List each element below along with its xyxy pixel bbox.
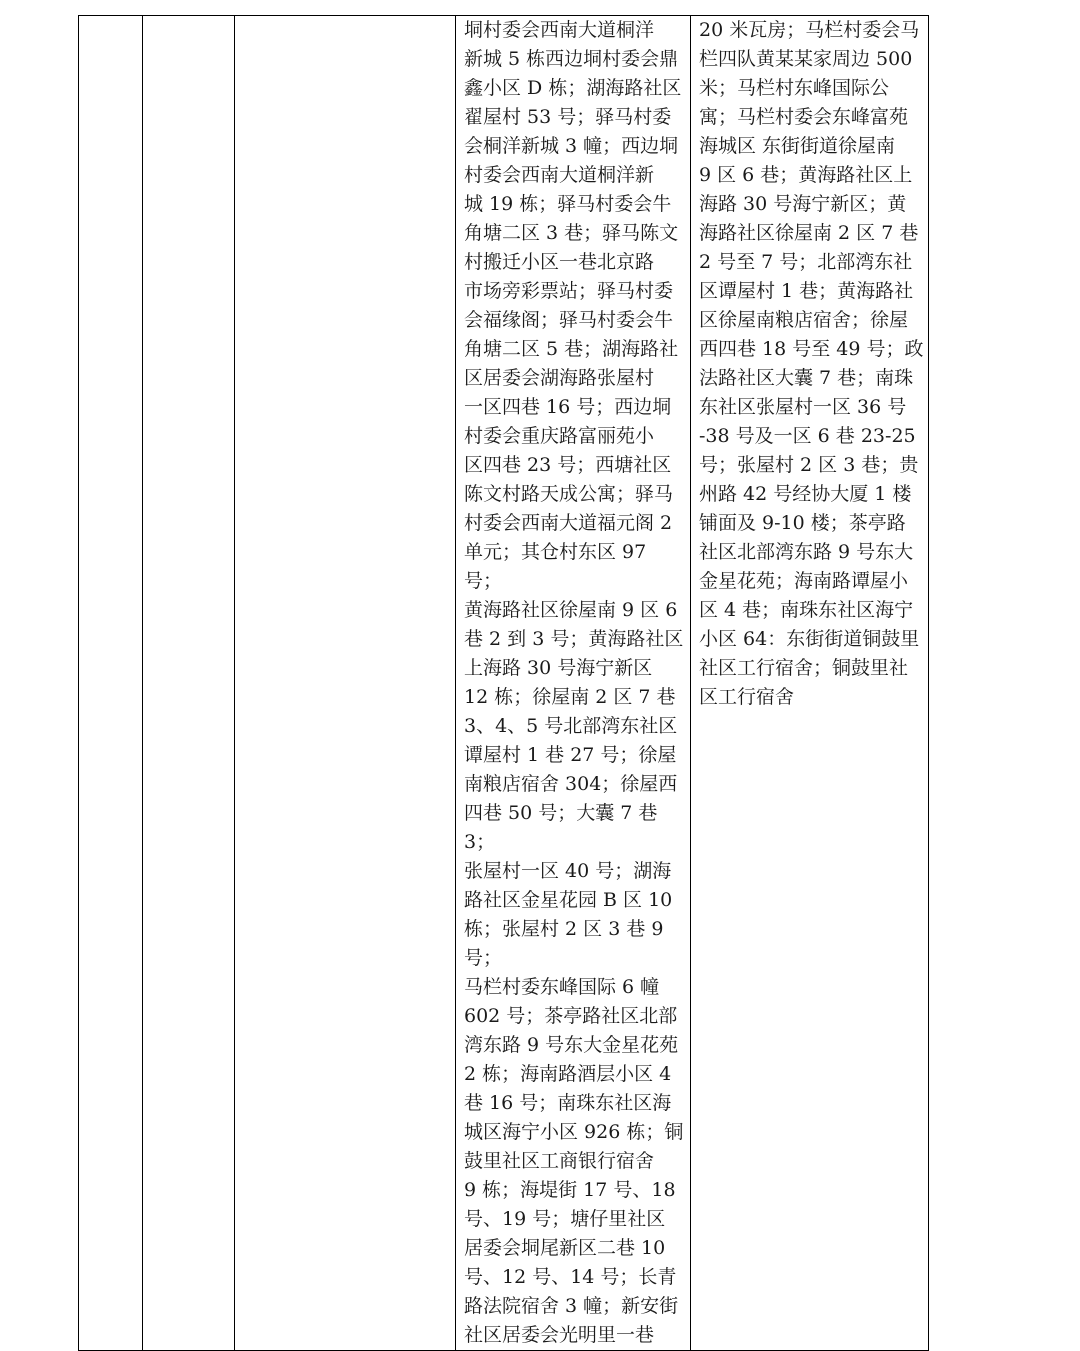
cell-text-control-areas: 20 米瓦房；马栏村委会马 栏四队黄某某家周边 500 米；马栏村东峰国际公 寓；马栏村委会东峰富苑 海城区 东街街道徐屋南 9 区 6 巷；黄海路社区上 海路 30 号海宁新区；黄 海路社区徐屋南 2 区 7 巷 2 号至 7 号；北部湾东社 区谭屋村 1 巷；黄海路社 区徐屋南粮店宿舍；徐屋 西四巷 18 号至 49 号；政 法路社区大囊 7 巷；南珠 东社区张屋村一区 36 号 -38 号及一区 6 巷 23-25 号；张屋村 2 区 3 巷；贵 州路 42 号经协大厦 1 楼 铺面及 9-10 楼；茶亭路 社区北部湾东路 9 号东大 金星花苑；海南路谭屋小 区 4 巷；南珠东社区海宁 小区 64：东街街道铜鼓里 社区工行宿舍；铜鼓里社 区工行宿舍 — [699, 19, 924, 708]
table-cell-control-areas — [691, 16, 929, 1351]
document-table — [78, 15, 929, 1351]
table-cell-col-3 — [235, 16, 456, 1351]
table-cell-affected-locations — [456, 16, 691, 1351]
cell-text-affected-locations: 垌村委会西南大道桐洋 新城 5 栋西边垌村委会鼎 鑫小区 D 栋；湖海路社区 翟屋村 53 号；驿马村委 会桐洋新城 3 幢；西边垌 村委会西南大道桐洋新 城 19 栋；驿马村委会牛 角塘二区 3 巷；驿马陈文 村搬迁小区一巷北京路 市场旁彩票站；驿马村委 会福缘阁；驿马村委会牛 角塘二区 5 巷；湖海路社 区居委会湖海路张屋村 一区四巷 16 号；西边垌 村委会重庆路富丽苑小 区四巷 23 号；西塘社区 陈文村路天成公寓；驿马 村委会西南大道福元阁 2 单元；其仓村东区 97 号； 黄海路社区徐屋南 9 区 6 巷 2 到 3 号；黄海路社区 上海路 30 号海宁新区 12 栋；徐屋南 2 区 7 巷 3、4、5 号北部湾东社区 谭屋村 1 巷 27 号；徐屋 南粮店宿舍 304；徐屋西 四巷 50 号；大囊 7 巷 3； 张屋村一区 40 号；湖海 路社区金星花园 B 区 10 栋；张屋村 2 区 3 巷 9 号； 马栏村委东峰国际 6 幢 602 号；茶亭路社区北部 湾东路 9 号东大金星花苑 2 栋；海南路酒层小区 4 巷 16 号；南珠东社区海 城区海宁小区 926 栋；铜 鼓里社区工商银行宿舍 9 栋；海堤街 17 号、18 号、19 号；塘仔里社区 居委会垌尾新区二巷 10 号、12 号、14 号；长青 路法院宿舍 3 幢；新安街 社区居委会光明里一巷 — [464, 19, 684, 1346]
table-row — [79, 16, 929, 1351]
table-cell-col-1 — [79, 16, 143, 1351]
table-cell-col-2 — [143, 16, 235, 1351]
